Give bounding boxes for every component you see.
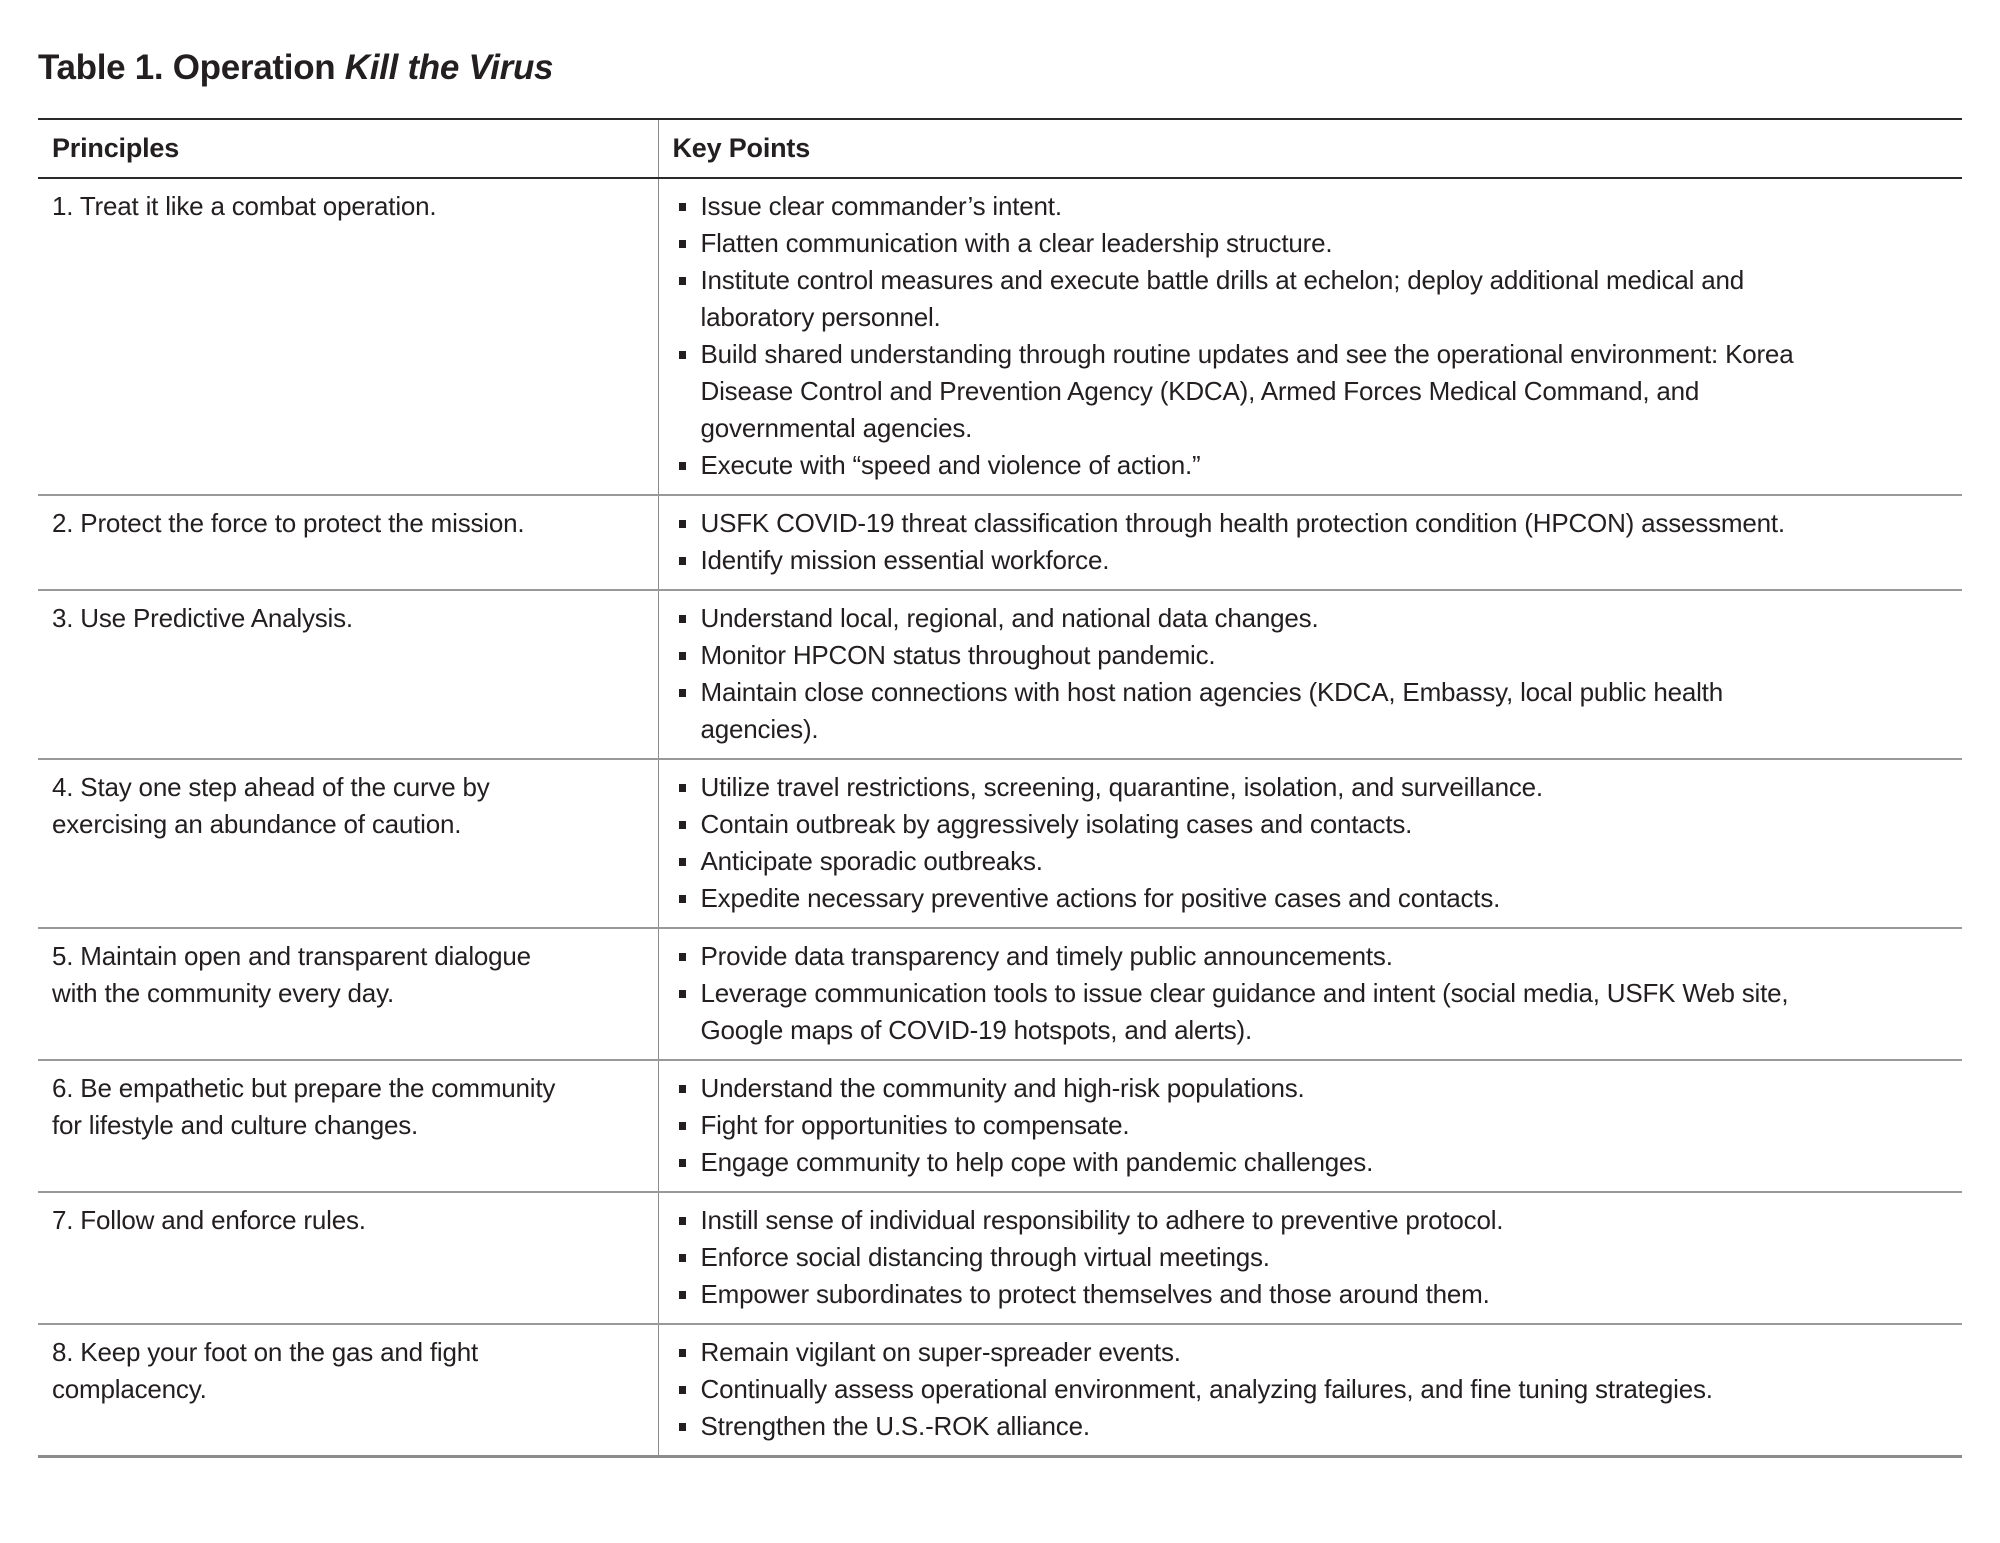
key-point: Understand the community and high-risk populations. [673,1070,1841,1107]
key-points-cell [658,178,1962,495]
col-header-key-points: Key Points [658,119,1962,178]
key-points-cell [658,1324,1962,1457]
principle-text: 2. Protect the force to protect the mission. [52,508,525,538]
table-row [38,928,1962,1060]
key-points-list [673,1334,1943,1445]
key-point: Empower subordinates to protect themselves and those around them. [673,1276,1841,1313]
table-title [38,48,1962,88]
key-points-list [673,1202,1943,1313]
principle-text: 5. Maintain open and transparent dialogue with the community every day. [52,941,531,1008]
principle-text: 8. Keep your foot on the gas and fight complacency. [52,1337,479,1404]
table-row [38,759,1962,928]
key-point: Provide data transparency and timely public announcements. [673,938,1841,975]
principle-text: 6. Be empathetic but prepare the community for lifestyle and culture changes. [52,1073,556,1140]
header-row [38,119,1962,178]
principle-cell [38,495,658,590]
key-point: Build shared understanding through routine updates and see the operational environment: Korea Disease Control and Prevention Agency (KDCA), Armed Forces Medical Command, and governmental agencies. [673,336,1841,447]
key-point: Fight for opportunities to compensate. [673,1107,1841,1144]
key-point: Flatten communication with a clear leadership structure. [673,225,1841,262]
principle-cell [38,1060,658,1192]
principle-cell [38,178,658,495]
key-point: Monitor HPCON status throughout pandemic. [673,637,1841,674]
key-points-cell [658,495,1962,590]
key-points-cell [658,928,1962,1060]
principle-cell [38,928,658,1060]
principle-text: 3. Use Predictive Analysis. [52,603,353,633]
principle-cell [38,759,658,928]
key-points-list [673,600,1943,748]
key-point: Expedite necessary preventive actions for positive cases and contacts. [673,880,1841,917]
table-row [38,590,1962,759]
key-point: Issue clear commander’s intent. [673,188,1841,225]
key-point: USFK COVID-19 threat classification through health protection condition (HPCON) assessment. [673,505,1841,542]
table-row [38,1060,1962,1192]
key-points-list [673,769,1943,917]
table-row [38,178,1962,495]
key-point: Strengthen the U.S.-ROK alliance. [673,1408,1841,1445]
key-point: Instill sense of individual responsibility to adhere to preventive protocol. [673,1202,1841,1239]
key-point: Utilize travel restrictions, screening, quarantine, isolation, and surveillance. [673,769,1841,806]
key-points-cell [658,1060,1962,1192]
key-point: Leverage communication tools to issue clear guidance and intent (social media, USFK Web site, Google maps of COVID-19 hotspots, and alerts). [673,975,1841,1049]
key-points-list [673,505,1943,579]
key-points-cell [658,1192,1962,1324]
table-title-prefix: Table 1. Operation [38,48,345,87]
table-title-emphasis: Kill the Virus [344,48,554,87]
key-point: Continually assess operational environment, analyzing failures, and fine tuning strategies. [673,1371,1841,1408]
key-points-list [673,188,1943,484]
key-point: Identify mission essential workforce. [673,542,1841,579]
principle-text: 4. Stay one step ahead of the curve by exercising an abundance of caution. [52,772,490,839]
key-points-list [673,938,1943,1049]
principle-cell [38,1192,658,1324]
key-point: Understand local, regional, and national data changes. [673,600,1841,637]
principle-text: 7. Follow and enforce rules. [52,1205,366,1235]
key-points-list [673,1070,1943,1181]
table-row [38,495,1962,590]
key-point: Enforce social distancing through virtual meetings. [673,1239,1841,1276]
key-point: Institute control measures and execute battle drills at echelon; deploy additional medical and laboratory personnel. [673,262,1841,336]
key-point: Execute with “speed and violence of action.” [673,447,1841,484]
key-points-cell [658,590,1962,759]
principle-cell [38,590,658,759]
key-point: Remain vigilant on super-spreader events. [673,1334,1841,1371]
table-row [38,1192,1962,1324]
key-point: Engage community to help cope with pandemic challenges. [673,1144,1841,1181]
key-point: Contain outbreak by aggressively isolating cases and contacts. [673,806,1841,843]
key-point: Maintain close connections with host nation agencies (KDCA, Embassy, local public health agencies). [673,674,1841,748]
principle-text: 1. Treat it like a combat operation. [52,191,437,221]
principle-cell [38,1324,658,1457]
key-point: Anticipate sporadic outbreaks. [673,843,1841,880]
table-row [38,1324,1962,1457]
key-points-cell [658,759,1962,928]
col-header-principles: Principles [38,119,658,178]
operation-table [38,118,1962,1458]
